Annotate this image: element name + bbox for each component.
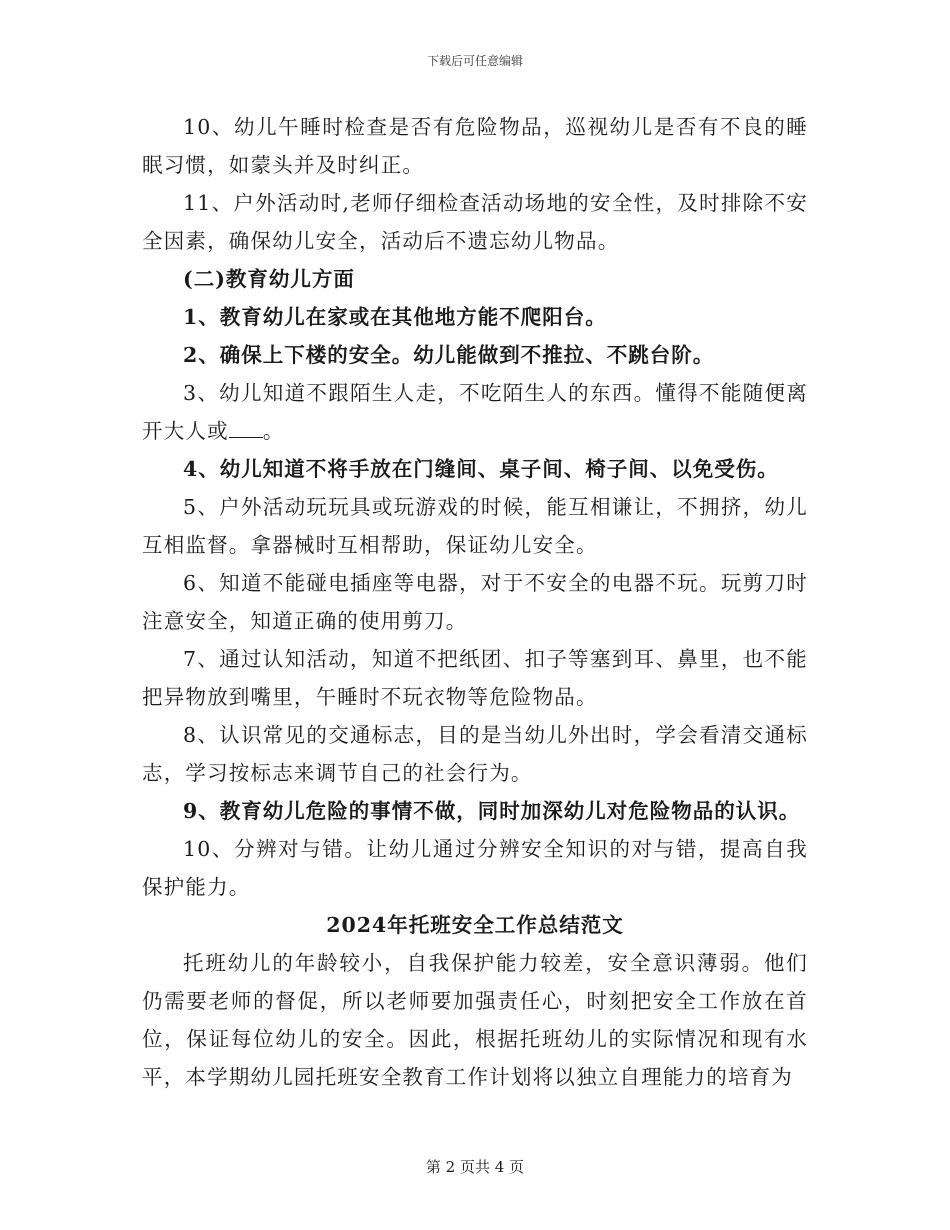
page-header: 下载后可任意编辑 — [426, 54, 523, 68]
paragraph-care-11: 11、户外活动时,老师仔细检查活动场地的安全性，及时排除不安全因素，确保幼儿安全，活动后不遗忘幼儿物品。 — [142, 191, 808, 253]
paragraph-edu-5: 5、户外活动玩玩具或玩游戏的时候，能互相谦让，不拥挤，幼儿互相监督。拿器械时互相帮助，保证幼儿安全。 — [142, 495, 808, 557]
section-heading-education: (二)教育幼儿方面 — [183, 267, 355, 291]
page-footer: 第 2 页共 4 页 — [425, 1158, 525, 1176]
paragraph-edu-10: 10、分辨对与错。让幼儿通过分辨安全知识的对与错，提高自我保护能力。 — [142, 837, 808, 899]
document-title: 2024年托班安全工作总结范文 — [326, 913, 624, 937]
paragraph-edu-4: 4、幼儿知道不将手放在门缝间、桌子间、椅子间、以免受伤。 — [183, 457, 779, 481]
paragraph-edu-3-end: 。 — [262, 419, 285, 443]
paragraph-edu-8: 8、认识常见的交通标志，目的是当幼儿外出时，学会看清交通标志，学习按标志来调节自己的社会行为。 — [142, 723, 808, 785]
paragraph-edu-2: 2、确保上下楼的安全。幼儿能做到不推拉、不跳台阶。 — [183, 343, 715, 367]
document-body — [142, 108, 808, 1096]
paragraph-edu-7: 7、通过认知活动，知道不把纸团、扣子等塞到耳、鼻里，也不能把异物放到嘴里，午睡时不玩衣物等危险物品。 — [142, 647, 808, 709]
paragraph-edu-6: 6、知道不能碰电插座等电器，对于不安全的电器不玩。玩剪刀时注意安全，知道正确的使用剪刀。 — [142, 571, 808, 633]
paragraph-edu-9: 9、教育幼儿危险的事情不做，同时加深幼儿对危险物品的认识。 — [183, 799, 801, 823]
paragraph-care-10: 10、幼儿午睡时检查是否有危险物品，巡视幼儿是否有不良的睡眠习惯，如蒙头并及时纠正。 — [142, 115, 808, 177]
fill-in-blank — [229, 419, 263, 438]
paragraph-edu-1: 1、教育幼儿在家或在其他地方能不爬阳台。 — [183, 305, 607, 329]
paragraph-edu-3 — [142, 374, 808, 450]
paragraph-edu-3-text: 3、幼儿知道不跟陌生人走，不吃陌生人的东西。懂得不能随便离开大人或 — [142, 381, 808, 443]
paragraph-intro: 托班幼儿的年龄较小，自我保护能力较差，安全意识薄弱。他们仍需要老师的督促，所以老师要加强责任心，时刻把安全工作放在首位，保证每位幼儿的安全。因此，根据托班幼儿的实际情况和现有水平，本学期幼儿园托班安全教育工作计划将以独立自理能力的培育为 — [142, 951, 808, 1089]
